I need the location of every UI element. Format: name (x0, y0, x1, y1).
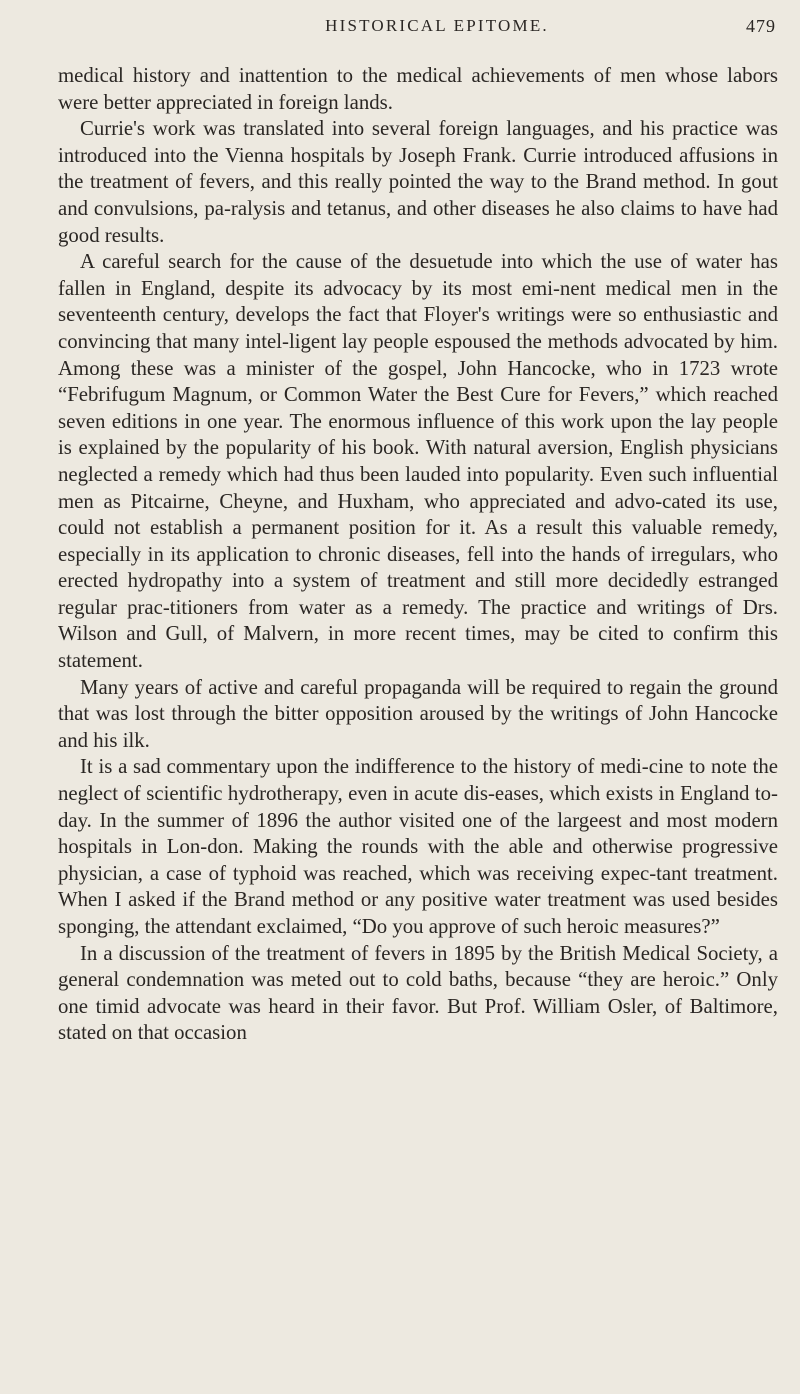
book-page (58, 0, 778, 1394)
body-text (58, 63, 778, 1047)
paragraph-careful-search: A careful search for the cause of the desuetude into which the use of water has fallen in England, despite its advocacy by its most emi-nent medical men in the seventeenth century, develops the fact that Floyer's writings were so enthusiastic and convincing that many intel-ligent lay people espoused the methods advocated by him. Among these was a minister of the gospel, John Hancocke, who in 1723 wrote “Febrifugum Magnum, or Common Water the Best Cure for Fevers,” which reached seven editions in one year. The enormous influence of this work upon the lay people is explained by the popularity of his book. With natural aversion, English physicians neglected a remedy which had thus been lauded into popularity. Even such influential men as Pitcairne, Cheyne, and Huxham, who appreciated and advo-cated its use, could not establish a permanent position for it. As a result this valuable remedy, especially in its application to chronic diseases, fell into the hands of irregulars, who erected hydropathy into a system of treatment and still more decidedly estranged regular prac-titioners from water as a remedy. The practice and writings of Drs. Wilson and Gull, of Malvern, in more recent times, may be cited to confirm this statement. (58, 250, 778, 673)
paragraph-discussion-1895: In a discussion of the treatment of fevers in 1895 by the British Medical Society, a general condemnation was meted out to cold baths, because “they are heroic.” Only one timid advocate was heard in their favor. But Prof. William Osler, of Baltimore, stated on that occasion (58, 941, 778, 1045)
page-number: 479 (746, 16, 776, 36)
running-head (58, 12, 778, 40)
paragraph-currie-work: Currie's work was translated into several foreign languages, and his practice was introduced into the Vienna hospitals by Joseph Frank. Currie introduced affusions in the treatment of fevers, and this really pointed the way to the Brand method. In gout and convulsions, pa-ralysis and tetanus, and other diseases he also claims to have had good results. (58, 117, 778, 247)
paragraph-continued: medical history and inattention to the medical achievements of men whose labors were better appreciated in foreign lands. (58, 64, 778, 114)
paragraph-sad-commentary: It is a sad commentary upon the indifference to the history of medi-cine to note the neglect of scientific hydrotherapy, even in acute dis-eases, which exists in England to-day. In the summer of 1896 the author visited one of the largeest and most modern hospitals in Lon-don. Making the rounds with the able and otherwise progressive physician, a case of typhoid was reached, which was receiving expec-tant treatment. When I asked if the Brand method or any positive water treatment was used besides sponging, the attendant exclaimed, “Do you approve of such heroic measures?” (58, 755, 778, 938)
paragraph-propaganda: Many years of active and careful propaganda will be required to regain the ground that was lost through the bitter opposition aroused by the writings of John Hancocke and his ilk. (58, 675, 778, 752)
running-title: HISTORICAL EPITOME. (325, 16, 549, 35)
